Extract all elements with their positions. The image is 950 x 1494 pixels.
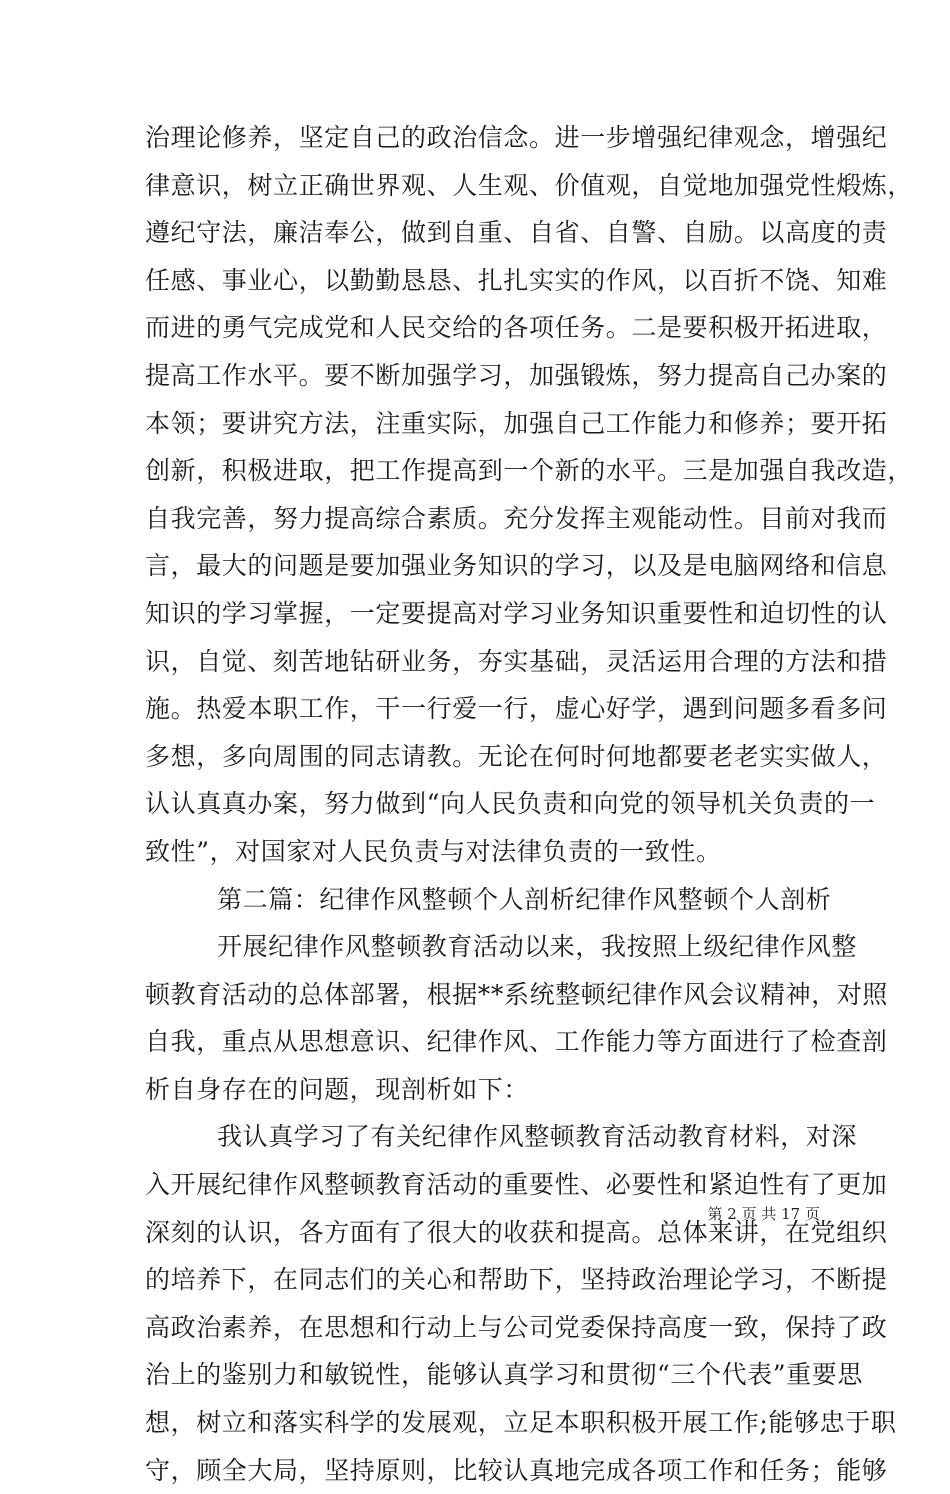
text-line: 治理论修养，坚定自己的政治信念。进一步增强纪律观念，增强纪 <box>145 123 888 152</box>
text-line: 多想，多向周围的同志请教。无论在何时何地都要老老实实做人， <box>145 741 888 771</box>
page-number-footer: 第 2 页 共 17 页 <box>707 1205 820 1223</box>
text-line: 治上的鉴别力和敏锐性，能够认真学习和贯彻“三个代表”重要思 <box>145 1360 863 1390</box>
text-line: 自我完善，努力提高综合素质。充分发挥主观能动性。目前对我而 <box>145 503 888 533</box>
text-line: 深刻的认识，各方面有了很大的收获和提高。总体来讲，在党组织 <box>145 1217 888 1247</box>
text-line: 自我，重点从思想意识、纪律作风、工作能力等方面进行了检查剖 <box>145 1027 888 1057</box>
text-line: 知识的学习掌握，一定要提高对学习业务知识重要性和迫切性的认 <box>145 598 888 628</box>
text-line: 本领；要讲究方法，注重实际，加强自己工作能力和修养；要开拓 <box>145 408 888 438</box>
text-line: 致性”，对国家对人民负责与对法律负责的一致性。 <box>145 836 722 866</box>
text-line: 析自身存在的问题，现剖析如下： <box>145 1074 530 1104</box>
text-line: 守，顾全大局，坚持原则，比较认真地完成各项工作和任务；能够 <box>145 1455 888 1485</box>
text-line: 的培养下，在同志们的关心和帮助下，坚持政治理论学习，不断提 <box>145 1265 888 1295</box>
section-heading: 第二篇：纪律作风整顿个人剖析纪律作风整顿个人剖析 <box>217 884 832 914</box>
text-line: 顿教育活动的总体部署，根据**系统整顿纪律作风会议精神，对照 <box>145 979 889 1009</box>
text-line: 开展纪律作风整顿教育活动以来，我按照上级纪律作风整 <box>217 932 858 962</box>
text-line: 施。热爱本职工作，干一行爱一行，虚心好学，遇到问题多看多问 <box>145 694 888 724</box>
text-line: 高政治素养，在思想和行动上与公司党委保持高度一致，保持了政 <box>145 1312 888 1342</box>
text-line: 想，树立和落实科学的发展观，立足本职积极开展工作;能够忠于职 <box>145 1408 897 1438</box>
text-line: 创新，积极进取，把工作提高到一个新的水平。三是加强自我改造， <box>145 456 914 486</box>
text-line: 言，最大的问题是要加强业务知识的学习，以及是电脑网络和信息 <box>145 551 888 581</box>
text-line: 遵纪守法，廉洁奉公，做到自重、自省、自警、自励。以高度的责 <box>145 218 888 248</box>
text-line: 我认真学习了有关纪律作风整顿教育活动教育材料，对深 <box>217 1122 858 1152</box>
text-line: 而进的勇气完成党和人民交给的各项任务。二是要积极开拓进取， <box>145 313 888 343</box>
text-line: 提高工作水平。要不断加强学习，加强锻炼，努力提高自己办案的 <box>145 360 888 390</box>
text-line: 认认真真办案，努力做到“向人民负责和向党的领导机关负责的一 <box>145 789 876 819</box>
text-line: 入开展纪律作风整顿教育活动的重要性、必要性和紧迫性有了更加 <box>145 1170 888 1200</box>
text-line: 任感、事业心，以勤勤恳恳、扎扎实实的作风，以百折不饶、知难 <box>145 265 888 295</box>
text-line: 律意识，树立正确世界观、人生观、价值观，自觉地加强党性煅炼， <box>145 170 914 200</box>
text-line: 识，自觉、刻苦地钻研业务，夯实基础，灵活运用合理的方法和措 <box>145 646 888 676</box>
document-body <box>145 114 914 1494</box>
